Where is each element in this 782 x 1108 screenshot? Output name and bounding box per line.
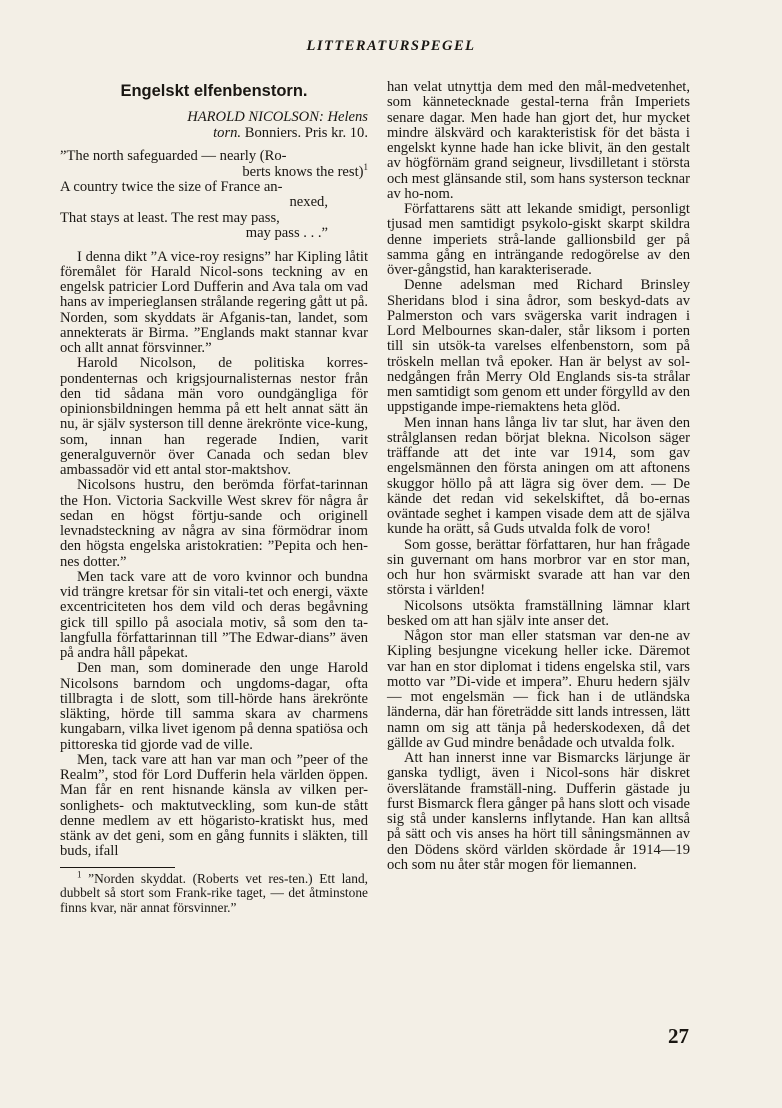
poem-line-cont (60, 161, 368, 180)
paragraph: Denne adelsman med Richard Brinsley Sheridans blod i sina ådror, som beskyd-dats av Palmerston och vars svägerska varit indragen i Lord Melbournes skan-daler, står liksom i porten till sin utsök-ta varelses elfenbenstorn, som på tröskeln mellan två epoker. Han är belyst av sol-nedgången från Merry Old Englands sis-ta strålar men samtidigt som genom ett under förgylld av den uppstigande impe-riemaktens heta glöd. (387, 277, 690, 416)
paragraph: Nicolsons hustru, den berömda förfat-tarinnan the Hon. Victoria Sackville West skrev för några år sedan en högst förtju-sande och originell levnadsteckning av några av sina förmödrar inom den högsta engelska aristokratien: ”Pepita och hen-nes dotter.” (60, 477, 368, 570)
byline-author: HAROLD NICOLSON: Helens (187, 109, 368, 126)
poem-line-cont: nexed, (289, 194, 328, 211)
paragraph: han velat utnyttja dem med den mål-medvetenhet, som kännetecknade gestal-terna från Imperiets senare dagar. Men hade han gjort det, hur mycket mindre älskvärd och karakteristisk för det bästa i engelskt kynne hade han icke blivit, än den gestalt av högförnäm grand seigneur, livsdilletant i största och mest glänsande stil, som hans systerson tecknar av ho-nom. (387, 79, 690, 202)
poem-line-text: berts knows the rest) (242, 163, 364, 180)
byline-book: torn. (213, 125, 242, 142)
paragraph: Men innan hans långa liv tar slut, har även den strålglansen redan börjat blekna. Nicolson säger träffande att det inte var 1914, som gav engelsmännen den första aningen om att aftonens skuggor höllo på att lägra sig över dem. — De kände det redan vid sekelskiftet, då bo-ernas oväntade seghet i kampen visade dem att de själva kunde ha orätt, så Guds utvalda folk de voro! (387, 414, 690, 538)
footnote-number: 1 (77, 869, 82, 880)
poem-line: A country twice the size of France an- (60, 179, 283, 196)
footnote-text: ”Norden skyddat. (Roberts vet res-ten.) Ett land, dubbelt så stort som Frank-rike taget, — det åtminstone finns kvar, när annat försvinner.” (60, 870, 368, 915)
poem-epigraph (60, 149, 368, 241)
byline-publisher: Bonniers. Pris kr. 10. (244, 125, 368, 142)
paragraph: Men, tack vare att han var man och ”peer of the Realm”, stod för Lord Dufferin hela världen öppen. Man får en rent hisnande känsla av vilken per-sonlighets- och maktutveckling, som kun-de stått denne medlem av ett högaristo-kratiskt hus, med stänk av det geni, som en gång funnits i släkten, till buds, ifall (60, 751, 368, 860)
footnote-rule (60, 867, 175, 868)
poem-line: ”The north safeguarded — nearly (Ro- (60, 148, 287, 165)
running-head: LITTERATURSPEGEL (306, 38, 476, 54)
article-title: Engelskt elfenbenstorn. (120, 82, 308, 100)
paragraph: Men tack vare att de voro kvinnor och bundna vid trängre kretsar för sin vitali-tet och energi, växte excentriciteten hos dem vild och deras begåvning gick till spillo på asociala motiv, så som den ta-langfulla författarinnan till ”The Edwar-dians” även på andra håll påpekat. (60, 568, 368, 662)
page-number: 27 (668, 1024, 689, 1048)
right-column (387, 80, 690, 873)
paragraph: Att han innerst inne var Bismarcks lärjunge är ganska tydligt, även i Nicol-sons här diskret överslätande framställ-ning. Dufferin gästade ju furst Bismarck flera gånger på hans slott och visade sig stå under kanslerns inflytande. Han kan alltså på sätt och vis anses ha hört till såningsmännen av den Dödens skörd världen skördade år 1914—19 och som nu åter står mogen för liemannen. (387, 750, 690, 873)
paragraph: Harold Nicolson, de politiska korres-pondenternas och krigsjournalisternas nestor från den tid sådana män voro oundgängliga för opinionsbildningen hemma på ett helt annat sätt än nu, är själv systerson till denne ärekrönte vice-kung, som, innan han regerade Indien, varit generalguvernör över Canada och sedan blev ambassadör vid ett antal stor-maktshov. (60, 355, 368, 479)
paragraph: Författarens sätt att lekande smidigt, personligt tjusad men samtidigt psykolo-giskt skarpt skildra denne imperiets strå-lande gallionsbild ger på samma gång en inträngande redogörelse av den över-gångstid, han karakteriserade. (387, 201, 690, 278)
paragraph: Den man, som dominerade den unge Harold Nicolsons barndom och ungdoms-dagar, ofta tillbragta i de slott, som till-hörde hans ärekrönte släkting, hörde till samma skara av charmens kungabarn, vilka livet igenom på denna spatiösa och pittoreska tid gjorde vad de ville. (60, 660, 368, 753)
paragraph: Någon stor man eller statsman var den-ne av Kipling besjungne vicekung heller icke. Däremot var han en stor diplomat i tidens engelska stil, vars motto var ”Di-vide et impera”. Ehuru hedern själv — mot engelsmän — fick han i de utländska länderna, där han företrädde sitt lands intressen, lätt namn om sig att tänja på hederskodexen, då det gällde av Gud mindre benådade och utvalda folk. (387, 628, 690, 751)
paragraph: Nicolsons utsökta framställning lämnar klart besked om att han själv inte anser det. (387, 597, 690, 629)
footnote (60, 869, 368, 916)
byline (60, 109, 368, 141)
left-column (60, 80, 368, 915)
paragraph: Som gosse, berättar författaren, hur han frågade sin guvernant om hans morbror var en stor man, och hur hon svärmiskt svarade att han var den största i världen! (387, 536, 690, 599)
paragraph: I denna dikt ”A vice-roy resigns” har Kipling låtit föremålet för Harald Nicol-sons teckning av en engelsk patricier Lord Dufferin and Ava tala om vad hans av imperieglansen strålande regering gått ut på. Norden, som skyddats är Afganis-tan, landet, som annekterats är Birma. ”Englands makt stannar kvar och allt annat försvinner.” (60, 248, 368, 357)
poem-line: That stays at least. The rest may pass, (60, 209, 280, 226)
poem-line-cont: may pass . . .” (245, 225, 328, 242)
footnote-marker: 1 (363, 161, 368, 172)
